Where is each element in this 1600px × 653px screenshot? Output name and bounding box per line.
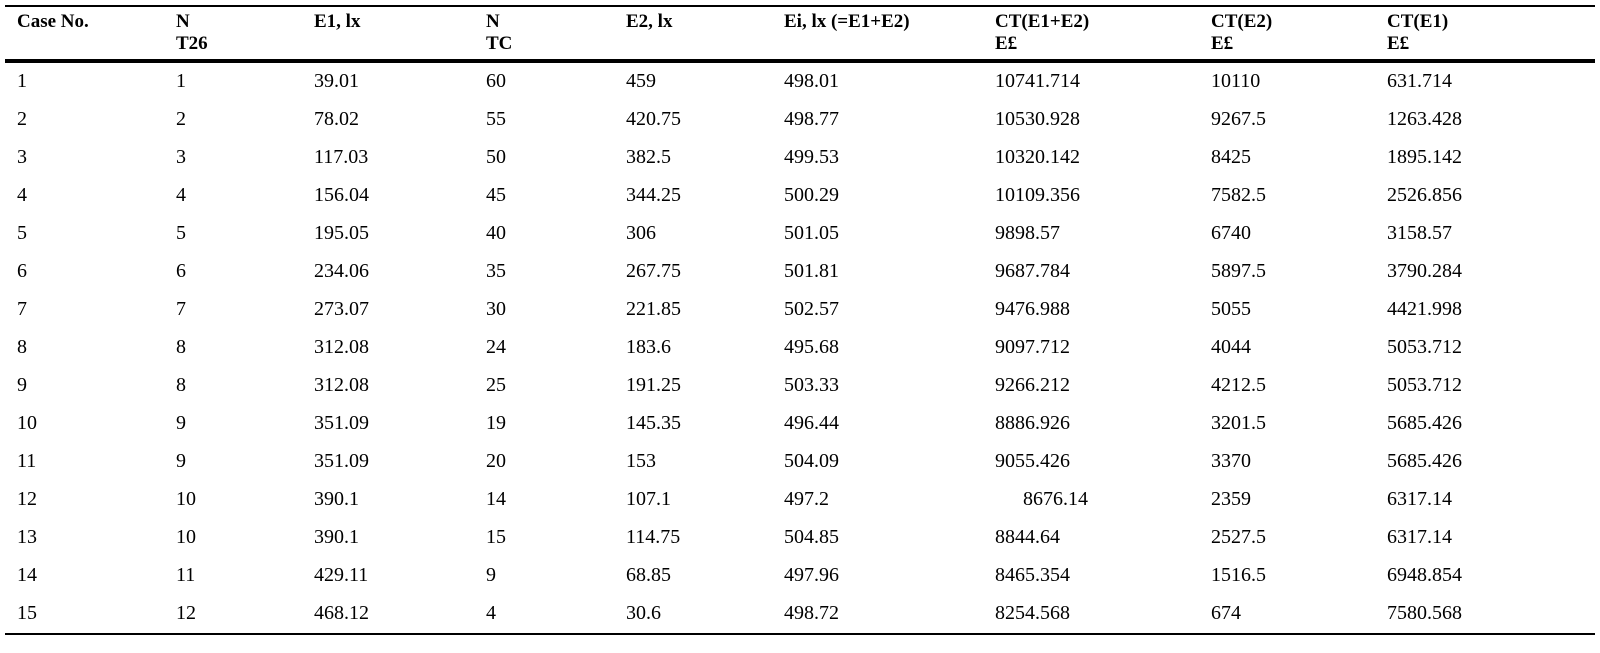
table-cell: 501.05 [784,222,839,244]
column-header-ct-e1-e2 [983,6,1199,61]
table-cell: 500.29 [784,184,839,206]
table-cell: 11 [17,450,37,472]
table-cell: 9266.212 [995,374,1070,396]
table-cell: 20 [486,450,506,472]
table-cell: 8886.926 [995,412,1070,434]
table-cell: 4044 [1211,336,1251,358]
table-row [5,443,1595,481]
table-cell: 40 [486,222,506,244]
header-row [5,6,1595,61]
table-cell: 501.81 [784,260,839,282]
table-cell: 7 [176,298,186,320]
table-cell: 499.53 [784,146,839,168]
table-row [5,481,1595,519]
table-cell: 497.96 [784,564,839,586]
header-label: E1, lx [314,11,361,32]
table-cell: 2359 [1211,488,1251,510]
table-cell: 9055.426 [995,450,1070,472]
header-label: N [176,11,190,32]
table-cell: 344.25 [626,184,681,206]
table-cell: 10530.928 [995,108,1080,130]
table-cell: 15 [486,526,506,548]
table-cell: 8676.14 [1023,488,1088,510]
table-cell: 390.1 [314,526,359,548]
table-cell: 4212.5 [1211,374,1266,396]
table-row [5,215,1595,253]
table-cell: 19 [486,412,506,434]
table-cell: 8 [176,374,186,396]
table-cell: 9476.988 [995,298,1070,320]
table-cell: 9 [486,564,496,586]
table-cell: 468.12 [314,602,369,624]
table-row [5,253,1595,291]
table-cell: 498.77 [784,108,839,130]
table-row [5,101,1595,139]
table-cell: 7582.5 [1211,184,1266,206]
table-row [5,557,1595,595]
table-cell: 39.01 [314,70,359,92]
table-cell: 420.75 [626,108,681,130]
header-label: E2, lx [626,11,673,32]
table-cell: 351.09 [314,450,369,472]
table-cell: 9267.5 [1211,108,1266,130]
table-header [5,6,1595,61]
table-cell: 1263.428 [1387,108,1462,130]
column-header-n-t26 [164,6,302,61]
column-header-ei [772,6,983,61]
table-cell: 25 [486,374,506,396]
table-cell: 3201.5 [1211,412,1266,434]
table-row [5,519,1595,557]
column-header-n-tc [474,6,614,61]
header-label: E£ [995,33,1018,54]
table-cell: 4 [486,602,496,624]
header-label: CT(E1) [1387,11,1449,32]
table-cell: 191.25 [626,374,681,396]
table-cell: 13 [17,526,37,548]
table-cell: 495.68 [784,336,839,358]
table-cell: 78.02 [314,108,359,130]
column-header-e2 [614,6,772,61]
table-cell: 5 [176,222,186,244]
table-row [5,405,1595,443]
table-body [5,61,1595,634]
table-cell: 7580.568 [1387,602,1462,624]
table-cell: 504.85 [784,526,839,548]
table-cell: 267.75 [626,260,681,282]
table-cell: 5 [17,222,27,244]
table-row [5,139,1595,177]
table-cell: 10320.142 [995,146,1080,168]
table-cell: 497.2 [784,488,829,510]
table-cell: 9898.57 [995,222,1060,244]
table-cell: 3370 [1211,450,1251,472]
table-cell: 15 [17,602,37,624]
results-table [5,5,1595,635]
table-cell: 114.75 [626,526,681,548]
table-cell: 6 [176,260,186,282]
table-cell: 2526.856 [1387,184,1462,206]
table-cell: 5053.712 [1387,374,1462,396]
table-cell: 117.03 [314,146,369,168]
table-cell: 68.85 [626,564,671,586]
table-cell: 6317.14 [1387,488,1452,510]
table-cell: 3 [176,146,186,168]
table-cell: 195.05 [314,222,369,244]
table-cell: 5055 [1211,298,1251,320]
table-cell: 273.07 [314,298,369,320]
table-cell: 10741.714 [995,70,1080,92]
table-cell: 9687.784 [995,260,1070,282]
table-row [5,329,1595,367]
column-header-ct-e1 [1375,6,1595,61]
header-label: Case No. [17,11,89,32]
header-label: E£ [1211,33,1234,54]
column-header-ct-e2 [1199,6,1375,61]
table-cell: 9 [17,374,27,396]
table-cell: 55 [486,108,506,130]
data-table-container [5,5,1595,635]
table-cell: 498.72 [784,602,839,624]
table-cell: 8 [176,336,186,358]
table-cell: 306 [626,222,656,244]
table-cell: 183.6 [626,336,671,358]
table-cell: 10110 [1211,70,1261,92]
table-cell: 390.1 [314,488,359,510]
table-cell: 10 [176,526,196,548]
header-label: Ei, lx (=E1+E2) [784,11,910,32]
table-cell: 8465.354 [995,564,1070,586]
table-cell: 502.57 [784,298,839,320]
table-cell: 60 [486,70,506,92]
table-cell: 5685.426 [1387,412,1462,434]
table-row [5,291,1595,329]
table-cell: 24 [486,336,506,358]
column-header-e1 [302,6,474,61]
table-cell: 35 [486,260,506,282]
header-label: TC [486,33,513,54]
table-cell: 312.08 [314,374,369,396]
table-cell: 1895.142 [1387,146,1462,168]
table-row [5,61,1595,101]
table-cell: 14 [486,488,506,510]
table-cell: 351.09 [314,412,369,434]
table-row [5,367,1595,405]
table-cell: 8844.64 [995,526,1060,548]
table-cell: 50 [486,146,506,168]
table-cell: 234.06 [314,260,369,282]
header-label: N [486,11,500,32]
table-cell: 7 [17,298,27,320]
table-cell: 498.01 [784,70,839,92]
table-cell: 6317.14 [1387,526,1452,548]
table-cell: 156.04 [314,184,369,206]
table-cell: 2527.5 [1211,526,1266,548]
table-cell: 6740 [1211,222,1251,244]
table-cell: 6 [17,260,27,282]
table-cell: 8425 [1211,146,1251,168]
table-cell: 10 [17,412,37,434]
table-cell: 1516.5 [1211,564,1266,586]
table-cell: 1 [17,70,27,92]
table-cell: 3 [17,146,27,168]
table-cell: 496.44 [784,412,839,434]
table-row [5,177,1595,215]
header-label: CT(E1+E2) [995,11,1090,32]
table-cell: 6948.854 [1387,564,1462,586]
table-cell: 11 [176,564,196,586]
table-cell: 10109.356 [995,184,1080,206]
table-cell: 459 [626,70,656,92]
table-cell: 5685.426 [1387,450,1462,472]
table-cell: 8254.568 [995,602,1070,624]
table-cell: 2 [176,108,186,130]
table-cell: 5897.5 [1211,260,1266,282]
table-cell: 107.1 [626,488,671,510]
table-cell: 674 [1211,602,1241,624]
header-label: CT(E2) [1211,11,1273,32]
table-cell: 429.11 [314,564,369,586]
table-cell: 312.08 [314,336,369,358]
column-header-case-no [5,6,164,61]
table-cell: 12 [17,488,37,510]
table-cell: 14 [17,564,37,586]
table-cell: 631.714 [1387,70,1452,92]
header-label: T26 [176,33,208,54]
header-label: E£ [1387,33,1410,54]
table-cell: 4 [17,184,27,206]
table-cell: 503.33 [784,374,839,396]
table-cell: 5053.712 [1387,336,1462,358]
table-cell: 4421.998 [1387,298,1462,320]
table-cell: 382.5 [626,146,671,168]
table-cell: 30.6 [626,602,661,624]
table-cell: 9 [176,450,186,472]
table-cell: 4 [176,184,186,206]
table-cell: 153 [626,450,656,472]
table-cell: 145.35 [626,412,681,434]
table-cell: 10 [176,488,196,510]
table-cell: 12 [176,602,196,624]
table-row [5,595,1595,634]
table-cell: 3790.284 [1387,260,1462,282]
table-cell: 30 [486,298,506,320]
table-cell: 9 [176,412,186,434]
table-cell: 1 [176,70,186,92]
table-cell: 504.09 [784,450,839,472]
table-cell: 8 [17,336,27,358]
table-cell: 221.85 [626,298,681,320]
table-cell: 3158.57 [1387,222,1452,244]
table-cell: 2 [17,108,27,130]
table-cell: 45 [486,184,506,206]
table-cell: 9097.712 [995,336,1070,358]
